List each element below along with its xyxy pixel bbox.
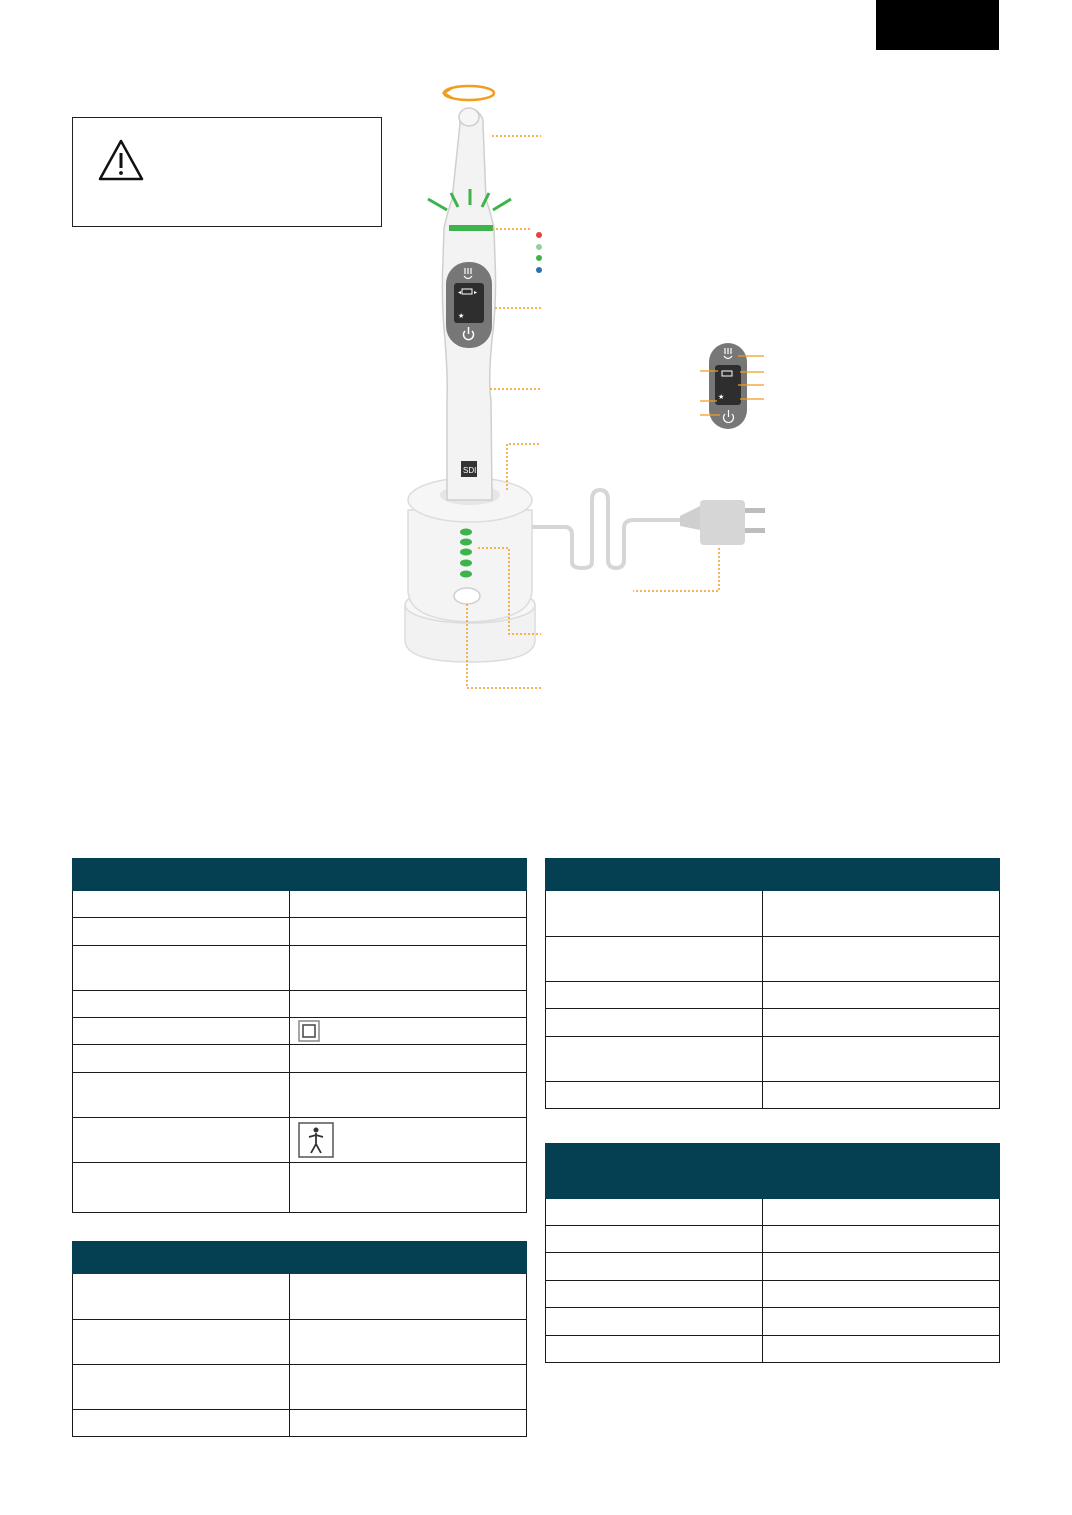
table-row (73, 1410, 527, 1437)
table-a-title (73, 859, 527, 891)
table-row (546, 1281, 1000, 1308)
status-dot-green (536, 255, 542, 261)
spec-table-c (545, 858, 1000, 1109)
status-indicator-ring (449, 225, 493, 231)
table-row (73, 1320, 527, 1365)
table-b-title (73, 1242, 527, 1274)
spec-table-a (72, 858, 527, 1213)
status-dot-red (536, 232, 542, 238)
spec-table-d (545, 1143, 1000, 1363)
table-row (546, 1253, 1000, 1281)
table-row (73, 918, 527, 946)
svg-text:★: ★ (718, 394, 725, 401)
table-row (546, 1226, 1000, 1253)
light-guide-tip (459, 108, 479, 126)
table-row (73, 1018, 527, 1045)
table-row (546, 982, 1000, 1009)
radiometer-window (454, 588, 480, 604)
charging-cradle (408, 510, 532, 622)
status-dot-blue (536, 267, 542, 273)
svg-text:★: ★ (458, 313, 465, 320)
svg-text:SDI: SDI (463, 466, 477, 475)
type-bf-applied-part-icon (298, 1122, 334, 1158)
table-row (546, 1082, 1000, 1109)
table-row (73, 1118, 527, 1163)
table-row (73, 891, 527, 918)
svg-text:▸: ▸ (474, 290, 478, 296)
table-row (546, 1009, 1000, 1037)
table-row (73, 991, 527, 1018)
table-row (73, 1365, 527, 1410)
table-row (546, 937, 1000, 982)
table-c-title (546, 859, 1000, 891)
status-dot-light-green (536, 244, 542, 250)
power-cable (532, 490, 690, 568)
table-row (73, 1045, 527, 1073)
table-row (546, 891, 1000, 937)
table-row (73, 1073, 527, 1118)
spec-table-b (72, 1241, 527, 1437)
table-row (73, 1274, 527, 1320)
double-insulation-icon (298, 1020, 320, 1042)
table-row (73, 946, 527, 991)
power-adapter (700, 500, 745, 545)
product-illustration (0, 0, 1072, 720)
table-row (546, 1037, 1000, 1082)
table-d-title (546, 1144, 1000, 1199)
table-row (546, 1336, 1000, 1363)
table-row (546, 1199, 1000, 1226)
table-row (546, 1308, 1000, 1336)
svg-text:◂: ◂ (458, 290, 462, 296)
table-row (73, 1163, 527, 1213)
